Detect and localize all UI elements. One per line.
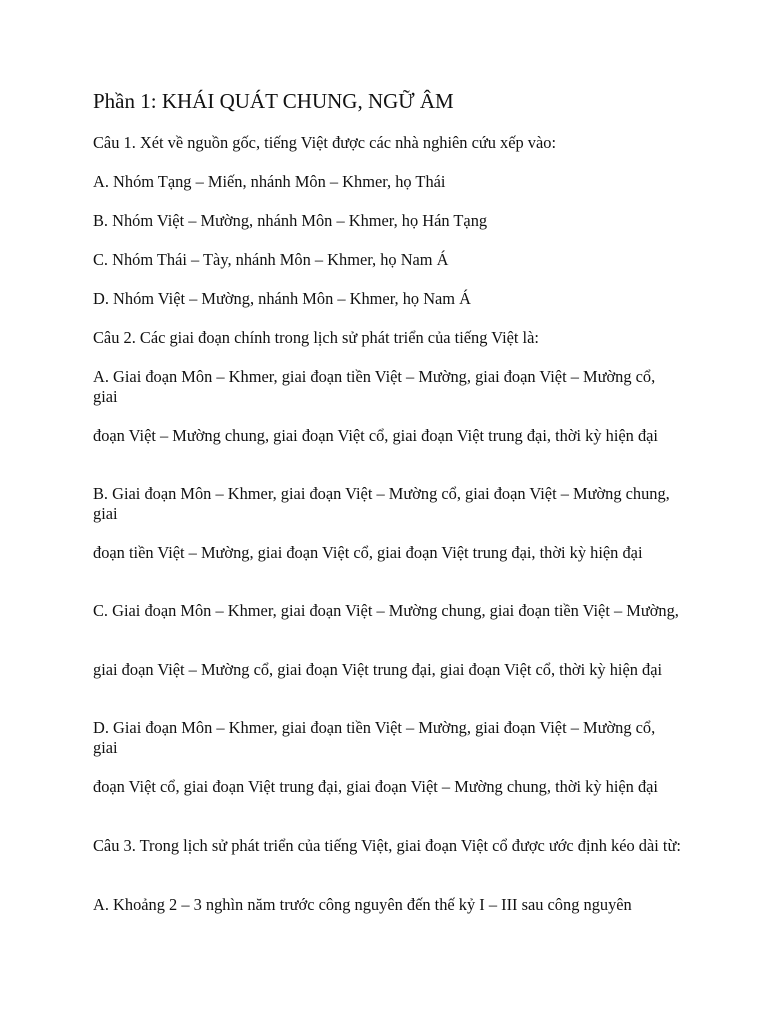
option-2c-part1: C. Giai đoạn Môn – Khmer, giai đoạn Việt – Mường chung, giai đoạn tiền Việt – Mường, <box>93 601 679 620</box>
option-3a: A. Khoảng 2 – 3 nghìn năm trước công nguyên đến thế kỷ I – III sau công nguyên <box>93 895 632 914</box>
option-2c-part2: giai đoạn Việt – Mường cổ, giai đoạn Việt trung đại, giai đoạn Việt cổ, thời kỳ hiện đại <box>93 660 663 679</box>
option-2a-part2: đoạn Việt – Mường chung, giai đoạn Việt cổ, giai đoạn Việt trung đại, thời kỳ hiện đại <box>93 426 658 445</box>
option-2d-part2: đoạn Việt cổ, giai đoạn Việt trung đại, giai đoạn Việt – Mường chung, thời kỳ hiện đại <box>93 777 658 796</box>
option-2b-part2: đoạn tiền Việt – Mường, giai đoạn Việt cổ, giai đoạn Việt trung đại, thời kỳ hiện đại <box>93 543 643 562</box>
option-1d: D. Nhóm Việt – Mường, nhánh Môn – Khmer, họ Nam Á <box>93 289 471 308</box>
question-2: Câu 2. Các giai đoạn chính trong lịch sử phát triển của tiếng Việt là: <box>93 328 539 347</box>
question-1: Câu 1. Xét về nguồn gốc, tiếng Việt được các nhà nghiên cứu xếp vào: <box>93 133 557 152</box>
option-2d-part1: D. Giai đoạn Môn – Khmer, giai đoạn tiền Việt – Mường, giai đoạn Việt – Mường cổ, giai <box>93 718 656 757</box>
section-heading: Phần 1: KHÁI QUÁT CHUNG, NGỮ ÂM <box>93 89 454 113</box>
option-1a: A. Nhóm Tạng – Miến, nhánh Môn – Khmer, họ Thái <box>93 172 446 191</box>
option-1b: B. Nhóm Việt – Mường, nhánh Môn – Khmer, họ Hán Tạng <box>93 211 488 230</box>
option-1c: C. Nhóm Thái – Tày, nhánh Môn – Khmer, họ Nam Á <box>93 250 449 269</box>
option-2a-part1: A. Giai đoạn Môn – Khmer, giai đoạn tiền Việt – Mường, giai đoạn Việt – Mường cổ, giai <box>93 367 656 406</box>
option-2b-part1: B. Giai đoạn Môn – Khmer, giai đoạn Việt – Mường cổ, giai đoạn Việt – Mường chung, giai <box>93 484 670 523</box>
question-3: Câu 3. Trong lịch sử phát triển của tiếng Việt, giai đoạn Việt cổ được ước định kéo dài từ: <box>93 836 681 855</box>
